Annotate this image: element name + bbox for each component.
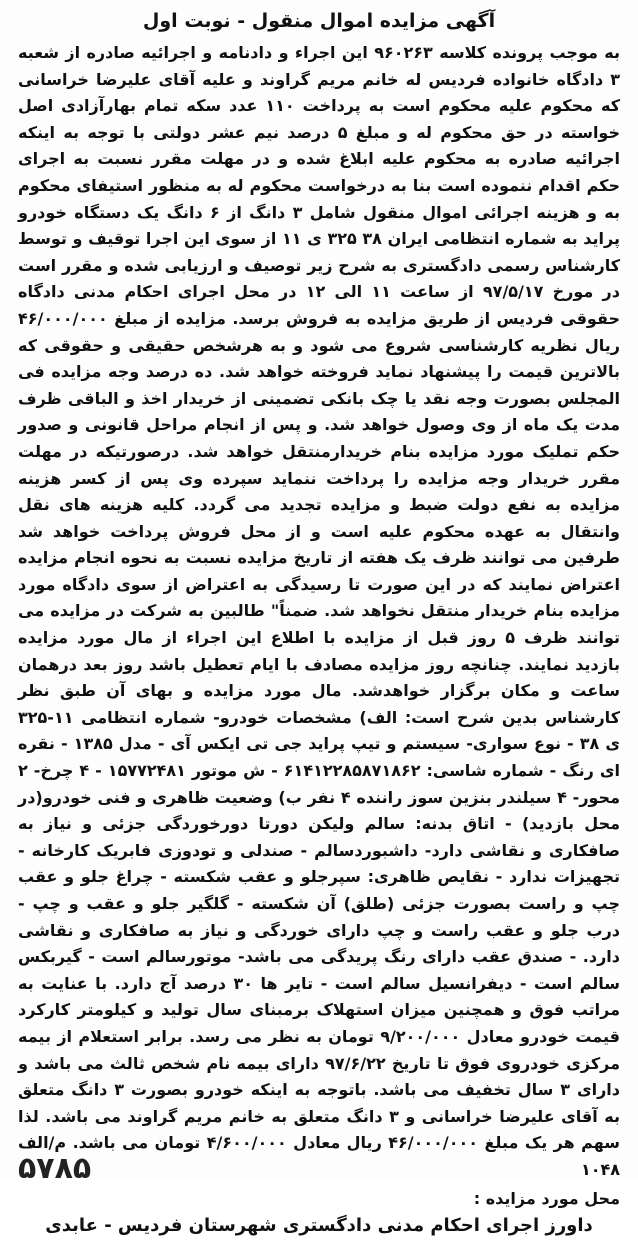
- location-label: محل مورد مزایده :: [473, 1188, 620, 1208]
- notice-title: آگهی مزایده اموال منقول - نوبت اول: [142, 10, 496, 32]
- footer-code-fragment: ۵۷۸۵: [18, 1151, 92, 1186]
- location-value: داورز اجرای احکام مدنی دادگستری شهرستان فردیس - عابدی: [45, 1214, 593, 1236]
- notice-body: به موجب پرونده کلاسه ۹۶۰۲۶۳ این اجراء و دادنامه و اجرائیه صادره از شعبه ۳ دادگاه خانواده فردیس له خانم مریم گراوند و علیه آقای علیرضا خراسانی که محکوم علیه محکوم است به پرداخت ۱۱۰ عدد سکه تمام بهارآزادی اصل خواسته در حق محکوم له و مبلغ ۵ درصد نیم عشر دولتی با توجه به اینکه اجرائیه صادره به محکوم علیه ابلاغ شده و در مهلت مقرر نسبت به اجرای حکم اقدام ننموده است بنا به درخواست محکوم له به منظور استیفای محکوم به و هزینه اجرائی اموال منقول شامل ۳ دانگ از ۶ دانگ یک دستگاه خودرو پراید به شماره انتظامی ایران ۳۸ ۳۲۵ ی ۱۱ از سوی این اجرا توقیف و توسط کارشناس رسمی دادگستری به شرح زیر توصیف و ارزیابی شده و مقرر است در مورخ ۹۷/۵/۱۷ از ساعت ۱۱ الی ۱۲ در محل اجرای احکام مدنی دادگاه حقوقی فردیس از طریق مزایده به فروش برسد. مزایده از مبلغ ۴۶/۰۰۰/۰۰۰ ریال نظریه کارشناسی شروع می شود و به هرشخص حقیقی و حقوقی که بالاترین قیمت را پیشنهاد نماید فروخته خواهد شد. ده درصد وجه مزایده فی المجلس بصورت وجه نقد یا چک بانکی تضمینی از خریدار اخذ و الباقی ظرف مدت یک ماه از وی وصول خواهد شد. و پس از انجام مراحل قانونی و صدور حکم تملیک مورد مزایده بنام خریدارمنتقل خواهد شد. درصورتیکه در مهلت مقرر خریدار وجه مزایده را پرداخت ننماید سپرده وی پس از کسر هزینه مزایده به نفع دولت ضبط و مزایده تجدید می گردد. کلیه هزینه های نقل وانتقال به عهده محکوم علیه است و از محل فروش پرداخت خواهد شد طرفین می توانند ظرف یک هفته از تاریخ مزایده نسبت به نحوه انجام مزایده اعتراض نمایند که در این صورت تا رسیدگی به اعتراض از سوی دادگاه مورد مزایده بنام خریدار منتقل نخواهد شد. ضمناً" طالبین به شرکت در مزایده می توانند ظرف ۵ روز قبل از مزایده با اطلاع این اجراء از مال مورد مزایده بازدید نمایند. چنانچه روز مزایده مصادف با ایام تعطیل باشد روز بعد درهمان ساعت و مکان برگزار خواهدشد. مال مورد مزایده و بهای آن طبق نظر کارشناس بدین شرح است: الف) مشخصات خودرو- شماره انتظامی ۱۱-۳۲۵ ی ۳۸ - نوع سواری- سیستم و تیپ پراید جی تی ایکس آی - مدل ۱۳۸۵ - نقره ای رنگ - شماره شاسی: ۶۱۴۱۲۲۸۵۸۷۱۸۶۲ - ش موتور ۱۵۷۷۲۴۸۱ - ۴ چرخ- ۲ محور- ۴ سیلندر بنزین سوز راننده ۴ نفر ب) وضعیت ظاهری و فنی خودرو(در محل بازدید) - اتاق بدنه: سالم ولیکن دورتا دورخوردگی جزئی و نیاز به صافکاری و نقاشی دارد- داشبوردسالم - صندلی و تودوزی فابریک کارخانه - تجهیزات ندارد - نقایص ظاهری: سپرجلو و عقب شکسته - چراغ جلو و عقب چپ و راست بصورت جزئی (طلق) آن شکسته - گلگیر جلو و عقب و چپ - درب جلو و عقب راست و چپ دارای خوردگی و نیاز به صافکاری و نقاشی دارد. - صندق عقب دارای رنگ پریدگی می باشد- موتورسالم است - گیربکس سالم است - دیفرانسیل سالم است - تایر ها ۳۰ درصد آج دارد. با عنایت به مراتب فوق و همچنین میزان استهلاک برمبنای سال تولید و کیلومتر کارکرد قیمت خودرو معادل ۹/۲۰۰/۰۰۰ تومان به نظر می رسد. برابر استعلام از بیمه مرکزی خودروی فوق تا تاریخ ۹۷/۶/۲۲ دارای بیمه نام شخص ثالث می باشد و دارای ۳ سال تخفیف می باشد. باتوجه به اینکه خودرو بصورت ۳ دانگ متعلق به آقای علیرضا خراسانی و ۳ دانگ متعلق به خانم مریم گراوند می باشد. لذا سهم هر یک مبلغ ۴۶/۰۰۰/۰۰۰ ریال معادل ۴/۶۰۰/۰۰۰ تومان می باشد. م/الف ۱۰۴۸: [18, 43, 621, 1179]
